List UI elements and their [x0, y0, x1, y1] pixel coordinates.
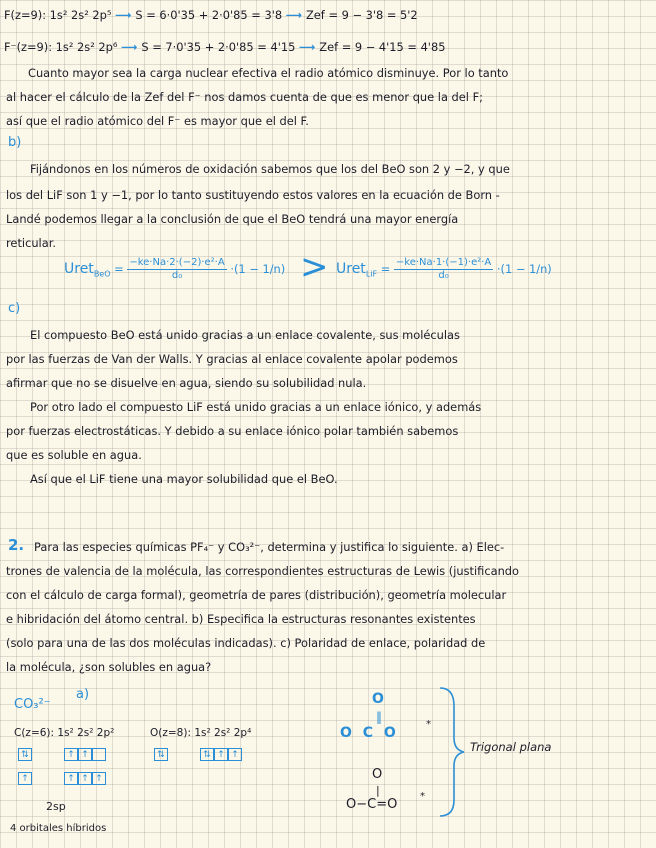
- arrow-icon: ⟶: [298, 40, 320, 54]
- paragraph-3-line: Por otro lado el compuesto LiF está unido gracias a un enlace iónico, y además: [30, 400, 482, 414]
- lewis-top-oxygen: O: [372, 691, 384, 707]
- orbital-box: ↑: [228, 748, 242, 761]
- lewis-mid-oxygen: O: [372, 767, 383, 782]
- formal-charge-star: *: [420, 791, 425, 802]
- beo-numerator: −ke·Na·2·(−2)·e²·A: [129, 257, 225, 268]
- question-2-line: (solo para una de las dos moléculas indicadas). c) Polaridad de enlace, polaridad de: [6, 636, 486, 650]
- lattice-energy-lif: Uret$_{LiF}$ = $\frac{\text{−ke·Na·1·(−1)·e²·A}}{\text{d₀}}$ ·(1 − 1/n): [336, 257, 552, 281]
- lewis-single-bond-icon: |: [376, 784, 380, 797]
- hybridization-label: 2sp: [46, 800, 66, 813]
- arrow-icon: ⟶: [285, 8, 306, 22]
- orbital-box: [92, 748, 106, 761]
- lewis-bottom-row: O−C=O: [346, 797, 398, 812]
- orbital-box: ↑: [214, 748, 228, 761]
- hybrid-orbitals-label: 4 orbitales híbridos: [10, 823, 107, 834]
- f-ion-effective-charge: Zef = 9 − 4'15 = 4'85: [319, 40, 446, 54]
- question-2-line: Para las especies químicas PF₄⁻ y CO₃²⁻, determina y justifica lo siguiente. a) Elec-: [34, 540, 505, 554]
- arrow-icon: ⟶: [121, 40, 142, 54]
- paragraph-2-line: los del LiF son 1 y −1, por lo tanto sustituyendo estos valores en la ecuación de Born -: [6, 188, 500, 202]
- part-a-label: a): [76, 687, 90, 702]
- section-b-label: b): [8, 135, 22, 150]
- molecular-geometry-label: Trigonal plana: [470, 740, 552, 754]
- section-c-label: c): [8, 301, 21, 316]
- lewis-middle-row: O C O: [340, 725, 399, 741]
- orbital-box: ↑: [78, 748, 92, 761]
- orbital-box: ↑: [64, 772, 78, 785]
- paragraph-1-line: Cuanto mayor sea la carga nuclear efectiva el radio atómico disminuye. Por lo tanto: [28, 66, 509, 80]
- greater-than-icon: >: [300, 247, 329, 287]
- f-electron-config: F(z=9): 1s² 2s² 2p⁵: [4, 8, 112, 22]
- carbonate-formula: CO₃²⁻: [14, 697, 51, 712]
- question-2-line: trones de valencia de la molécula, las correspondientes estructuras de Lewis (justificando: [6, 564, 519, 578]
- f-ion-screening-constant: S = 7·0'35 + 2·0'85 = 4'15: [141, 40, 296, 54]
- paragraph-3-line: que es soluble en agua.: [6, 448, 142, 462]
- arrow-icon: ⟶: [115, 8, 136, 22]
- beo-denominator: d₀: [171, 270, 183, 281]
- orbital-box: ⇅: [200, 748, 214, 761]
- lif-numerator: −ke·Na·1·(−1)·e²·A: [395, 257, 492, 268]
- paragraph-1-line: así que el radio atómico del F⁻ es mayor que el del F.: [6, 114, 309, 128]
- paragraph-3-line: El compuesto BeO está unido gracias a un enlace covalente, sus moléculas: [30, 328, 460, 342]
- lewis-double-bond-icon: ‖: [376, 710, 382, 724]
- orbital-box: ↑: [92, 772, 106, 785]
- lattice-energy-beo: Uret$_{BeO}$ = $\frac{\text{−ke·Na·2·(−2)·e²·A}}{\text{d₀}}$ ·(1 − 1/n): [64, 257, 286, 281]
- paragraph-2-line: Landé podemos llegar a la conclusión de que el BeO tendrá una mayor energía: [6, 212, 459, 226]
- f-ion-config-line: [4, 38, 445, 56]
- question-2-line: e hibridación del átomo central. b) Especifica la estructuras resonantes existentes: [6, 612, 476, 626]
- formal-charge-star: *: [426, 719, 431, 730]
- curly-brace-icon: [436, 686, 466, 820]
- orbital-box: ↑: [18, 772, 32, 785]
- question-2-line: la molécula, ¿son solubles en agua?: [6, 660, 212, 674]
- f-ion-electron-config: F⁻(z=9): 1s² 2s² 2p⁶: [4, 40, 118, 54]
- orbital-box: ⇅: [18, 748, 32, 761]
- paragraph-3-line: por las fuerzas de Van der Walls. Y gracias al enlace covalente apolar podemos: [6, 352, 458, 366]
- orbital-box: ⇅: [154, 748, 168, 761]
- question-2-number: 2.: [8, 536, 25, 554]
- f-screening-constant: S = 6·0'35 + 2·0'85 = 3'8: [135, 8, 283, 22]
- lif-factor: (1 − 1/n): [500, 262, 552, 276]
- f-config-line: [4, 6, 418, 24]
- orbital-box: ↑: [64, 748, 78, 761]
- orbital-box: ↑: [78, 772, 92, 785]
- lif-denominator: d₀: [438, 270, 449, 281]
- f-effective-charge: Zef = 9 − 3'8 = 5'2: [306, 8, 418, 22]
- paragraph-3-line: por fuerzas electrostáticas. Y debido a su enlace iónico polar también sabemos: [6, 424, 459, 438]
- carbon-electron-config: C(z=6): 1s² 2s² 2p²: [14, 727, 115, 739]
- paragraph-1-line: al hacer el cálculo de la Zef del F⁻ nos damos cuenta de que es menor que la del F;: [6, 90, 483, 104]
- paragraph-3-line: Así que el LiF tiene una mayor solubilidad que el BeO.: [30, 472, 338, 486]
- oxygen-electron-config: O(z=8): 1s² 2s² 2p⁴: [150, 727, 252, 739]
- beo-factor: (1 − 1/n): [233, 262, 286, 276]
- question-2-line: con el cálculo de carga formal), geometría de pares (distribución), geometría molecular: [6, 588, 507, 602]
- paragraph-2-line: reticular.: [6, 236, 56, 250]
- paragraph-3-line: afirmar que no se disuelve en agua, siendo su solubilidad nula.: [6, 376, 367, 390]
- paragraph-2-line: Fijándonos en los números de oxidación sabemos que los del BeO son 2 y −2, y que: [30, 162, 510, 176]
